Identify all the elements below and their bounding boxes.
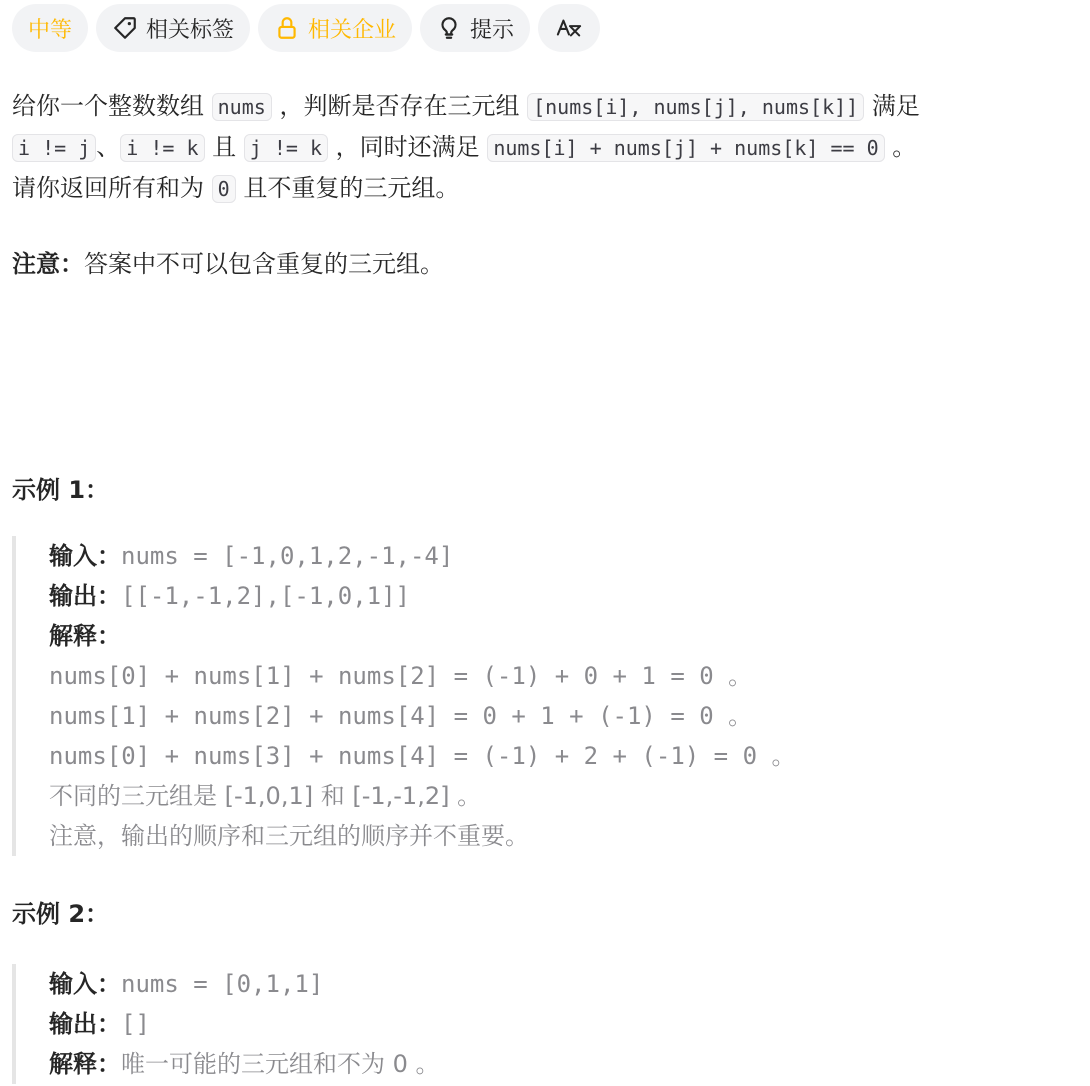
desc-text: 满足 xyxy=(871,92,920,120)
desc-text: 且 xyxy=(212,133,237,161)
hint-label: 提示 xyxy=(470,17,515,43)
inline-code: 0 xyxy=(212,175,236,203)
description-line-2 xyxy=(12,127,1078,168)
hint-button[interactable] xyxy=(420,4,530,52)
desc-text: ，判断是否存在三元组 xyxy=(279,92,520,120)
input-value: nums = [0,1,1] xyxy=(121,970,324,998)
note-label: 注意： xyxy=(12,250,84,278)
example-1-block xyxy=(12,536,1089,856)
desc-text: 请你返回所有和为 xyxy=(12,174,204,202)
desc-text: 且不重复的三元组。 xyxy=(243,174,460,202)
output-label: 输出： xyxy=(49,1010,121,1038)
note-text: 答案中不可以包含重复的三元组。 xyxy=(84,250,444,278)
translate-button[interactable] xyxy=(538,4,600,52)
companies-tag-button[interactable] xyxy=(258,4,412,52)
desc-text: 、 xyxy=(96,133,121,161)
desc-text: 。 xyxy=(892,133,917,161)
inline-code: [nums[i], nums[j], nums[k]] xyxy=(527,93,864,121)
inline-code: nums[i] + nums[j] + nums[k] == 0 xyxy=(487,134,884,162)
lightbulb-icon xyxy=(436,15,462,41)
translate-icon xyxy=(556,15,582,41)
tag-bar xyxy=(12,4,600,52)
description-line-1 xyxy=(12,86,1078,127)
inline-code: i != j xyxy=(12,134,96,162)
explain-line: nums[0] + nums[3] + nums[4] = (-1) + 2 + (-1) = 0 。 xyxy=(49,742,796,770)
input-label: 输入： xyxy=(49,970,121,998)
example-2-input xyxy=(49,964,1089,1004)
problem-description xyxy=(12,86,1078,209)
example-2-block xyxy=(12,964,1089,1084)
input-value: nums = [-1,0,1,2,-1,-4] xyxy=(121,542,454,570)
difficulty-badge[interactable] xyxy=(12,4,88,52)
input-label: 输入： xyxy=(49,542,121,570)
example-1-input xyxy=(49,536,1089,576)
explain-line: 不同的三元组是 [-1,0,1] 和 [-1,-1,2] 。 xyxy=(49,782,482,810)
example-2-title: 示例 2： xyxy=(12,900,110,928)
inline-code: i != k xyxy=(120,134,204,162)
topics-tag-button[interactable] xyxy=(96,4,250,52)
example-1-title: 示例 1： xyxy=(12,476,110,504)
tag-icon xyxy=(112,15,138,41)
explain-line: 注意，输出的顺序和三元组的顺序并不重要。 xyxy=(49,822,529,850)
output-label: 输出： xyxy=(49,582,121,610)
explain-line: nums[0] + nums[1] + nums[2] = (-1) + 0 + 1 = 0 。 xyxy=(49,662,753,690)
description-line-3 xyxy=(12,168,1078,209)
explain-label: 解释： xyxy=(49,622,121,650)
desc-text: ，同时还满足 xyxy=(335,133,480,161)
note xyxy=(12,244,444,284)
inline-code: j != k xyxy=(244,134,328,162)
explain-label: 解释： xyxy=(49,1050,121,1078)
explain-value: 唯一可能的三元组和不为 0 。 xyxy=(121,1050,440,1078)
difficulty-label: 中等 xyxy=(28,17,73,43)
example-2-output xyxy=(49,1004,1089,1044)
example-1-output xyxy=(49,576,1089,616)
companies-tag-label: 相关企业 xyxy=(308,17,397,43)
explain-line: nums[1] + nums[2] + nums[4] = 0 + 1 + (-1) = 0 。 xyxy=(49,702,753,730)
desc-text: 给你一个整数数组 xyxy=(12,92,204,120)
output-value: [[-1,-1,2],[-1,0,1]] xyxy=(121,582,410,610)
lock-icon xyxy=(274,15,300,41)
output-value: [] xyxy=(121,1010,150,1038)
inline-code: nums xyxy=(212,93,272,121)
example-2-explain xyxy=(49,1044,1089,1084)
example-1-explain xyxy=(49,616,1089,656)
topics-tag-label: 相关标签 xyxy=(146,17,235,43)
